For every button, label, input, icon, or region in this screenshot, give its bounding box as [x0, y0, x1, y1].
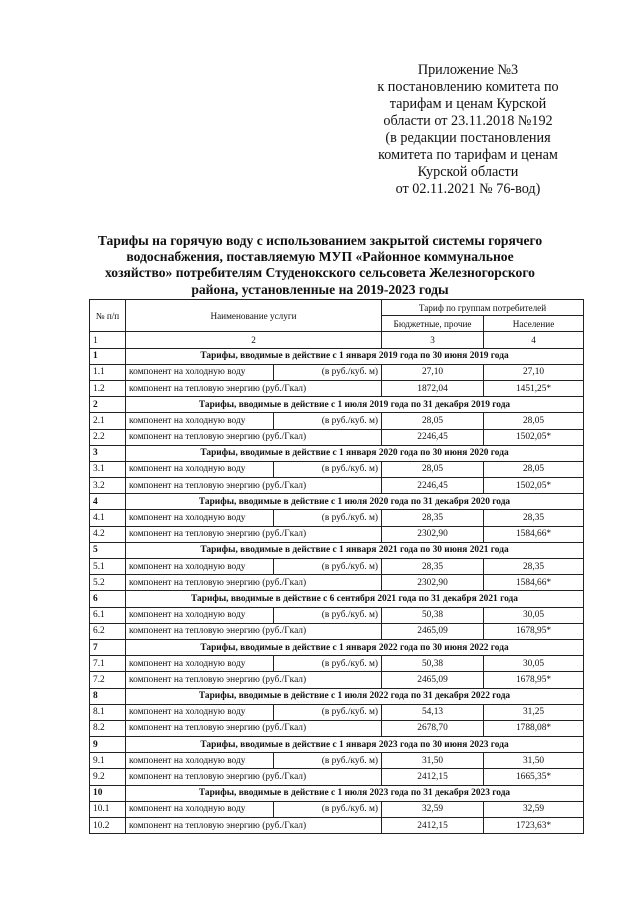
population-tariff: 28,35 — [484, 510, 584, 526]
budget-tariff: 50,38 — [382, 607, 484, 623]
table-row — [90, 656, 584, 672]
population-tariff: 1665,35* — [484, 769, 584, 785]
section-row — [90, 445, 584, 461]
row-number: 5.1 — [90, 559, 126, 575]
budget-tariff: 32,59 — [382, 801, 484, 817]
table-row — [90, 461, 584, 477]
section-title: Тарифы, вводимые в действие с 1 января 2023 года по 30 июня 2023 года — [126, 737, 584, 753]
row-number: 2.1 — [90, 413, 126, 429]
population-tariff: 27,10 — [484, 364, 584, 380]
population-tariff: 1678,95* — [484, 672, 584, 688]
section-row — [90, 688, 584, 704]
budget-tariff: 2678,70 — [382, 720, 484, 736]
section-number: 2 — [90, 397, 126, 413]
row-number: 4.1 — [90, 510, 126, 526]
section-title: Тарифы, вводимые в действие с 1 января 2020 года по 30 июня 2020 года — [126, 445, 584, 461]
service-name: компонент на тепловую энергию (руб./Гкал) — [126, 769, 382, 785]
section-row — [90, 397, 584, 413]
population-tariff: 1723,63* — [484, 818, 584, 834]
service-name: компонент на холодную воду — [126, 510, 274, 526]
budget-tariff: 28,05 — [382, 461, 484, 477]
tariff-table — [89, 299, 584, 834]
service-name: компонент на тепловую энергию (руб./Гкал) — [126, 672, 382, 688]
section-number: 6 — [90, 591, 126, 607]
appendix-line: от 02.11.2021 № 76-вод) — [395, 181, 541, 197]
budget-tariff: 2412,15 — [382, 769, 484, 785]
appendix-line: Курской области — [417, 164, 519, 180]
section-title: Тарифы, вводимые в действие с 1 января 2019 года по 30 июня 2019 года — [126, 348, 584, 364]
table-row — [90, 510, 584, 526]
service-name: компонент на тепловую энергию (руб./Гкал) — [126, 478, 382, 494]
population-tariff: 32,59 — [484, 801, 584, 817]
section-row — [90, 542, 584, 558]
population-tariff: 1451,25* — [484, 380, 584, 396]
section-number: 8 — [90, 688, 126, 704]
service-unit: (в руб./куб. м) — [274, 753, 382, 769]
service-name: компонент на тепловую энергию (руб./Гкал) — [126, 575, 382, 591]
row-number: 10.2 — [90, 818, 126, 834]
section-row — [90, 591, 584, 607]
row-number: 10.1 — [90, 801, 126, 817]
service-name: компонент на тепловую энергию (руб./Гкал) — [126, 623, 382, 639]
section-title: Тарифы, вводимые в действие с 1 июля 2023 года по 31 декабря 2023 года — [126, 785, 584, 801]
service-name: компонент на холодную воду — [126, 607, 274, 623]
budget-tariff: 31,50 — [382, 753, 484, 769]
row-number: 5.2 — [90, 575, 126, 591]
title-line: Тарифы на горячую воду с использованием закрытой системы горячего — [97, 233, 543, 248]
header-population: Население — [484, 316, 584, 332]
service-unit: (в руб./куб. м) — [274, 607, 382, 623]
appendix-line: Приложение №3 — [417, 62, 519, 78]
column-number: 1 — [90, 332, 126, 348]
budget-tariff: 27,10 — [382, 364, 484, 380]
table-row — [90, 607, 584, 623]
row-number: 7.1 — [90, 656, 126, 672]
population-tariff: 31,25 — [484, 704, 584, 720]
row-number: 3.2 — [90, 478, 126, 494]
service-unit: (в руб./куб. м) — [274, 656, 382, 672]
service-name: компонент на холодную воду — [126, 801, 274, 817]
section-number: 5 — [90, 542, 126, 558]
section-number: 10 — [90, 785, 126, 801]
section-title: Тарифы, вводимые в действие с 1 июля 2020 года по 31 декабря 2020 года — [126, 494, 584, 510]
row-number: 1.1 — [90, 364, 126, 380]
population-tariff: 1502,05* — [484, 478, 584, 494]
row-number: 2.2 — [90, 429, 126, 445]
table-row — [90, 720, 584, 736]
budget-tariff: 28,35 — [382, 510, 484, 526]
table-row — [90, 380, 584, 396]
section-number: 1 — [90, 348, 126, 364]
section-row — [90, 737, 584, 753]
service-name: компонент на тепловую энергию (руб./Гкал) — [126, 429, 382, 445]
budget-tariff: 28,05 — [382, 413, 484, 429]
budget-tariff: 2246,45 — [382, 429, 484, 445]
column-number: 3 — [382, 332, 484, 348]
service-unit: (в руб./куб. м) — [274, 364, 382, 380]
row-number: 8.1 — [90, 704, 126, 720]
row-number: 9.2 — [90, 769, 126, 785]
table-row — [90, 526, 584, 542]
section-title: Тарифы, вводимые в действие с 1 июля 2019 года по 31 декабря 2019 года — [126, 397, 584, 413]
service-unit: (в руб./куб. м) — [274, 559, 382, 575]
table-row — [90, 623, 584, 639]
appendix-block — [368, 62, 568, 198]
service-unit: (в руб./куб. м) — [274, 413, 382, 429]
row-number: 9.1 — [90, 753, 126, 769]
service-unit: (в руб./куб. м) — [274, 510, 382, 526]
row-number: 8.2 — [90, 720, 126, 736]
column-number: 2 — [126, 332, 382, 348]
table-row — [90, 478, 584, 494]
table-row — [90, 429, 584, 445]
population-tariff: 1502,05* — [484, 429, 584, 445]
section-number: 7 — [90, 639, 126, 655]
population-tariff: 30,05 — [484, 656, 584, 672]
service-name: компонент на холодную воду — [126, 461, 274, 477]
table-row — [90, 364, 584, 380]
row-number: 3.1 — [90, 461, 126, 477]
title-line: водоснабжения, поставляемую МУП «Районное коммунальное — [126, 249, 514, 265]
service-name: компонент на холодную воду — [126, 656, 274, 672]
population-tariff: 1678,95* — [484, 623, 584, 639]
budget-tariff: 2302,90 — [382, 575, 484, 591]
section-number: 3 — [90, 445, 126, 461]
table-row — [90, 818, 584, 834]
population-tariff: 31,50 — [484, 753, 584, 769]
service-name: компонент на холодную воду — [126, 559, 274, 575]
row-number: 1.2 — [90, 380, 126, 396]
service-name: компонент на тепловую энергию (руб./Гкал) — [126, 818, 382, 834]
service-name: компонент на холодную воду — [126, 364, 274, 380]
budget-tariff: 50,38 — [382, 656, 484, 672]
service-name: компонент на холодную воду — [126, 704, 274, 720]
appendix-line: тарифам и ценам Курской — [389, 96, 547, 112]
section-row — [90, 494, 584, 510]
table-row — [90, 753, 584, 769]
header-budget: Бюджетные, прочие — [382, 316, 484, 332]
table-row — [90, 704, 584, 720]
title-line: хозяйство» потребителям Студенокского сельсовета Железногорского — [105, 265, 535, 281]
section-title: Тарифы, вводимые в действие с 1 января 2022 года по 30 июня 2022 года — [126, 639, 584, 655]
population-tariff: 28,35 — [484, 559, 584, 575]
appendix-line: к постановлению комитета по — [377, 79, 559, 95]
population-tariff: 1788,08* — [484, 720, 584, 736]
service-name: компонент на холодную воду — [126, 413, 274, 429]
title-line: района, установленные на 2019-2023 годы — [191, 281, 449, 297]
service-name: компонент на холодную воду — [126, 753, 274, 769]
header-service: Наименование услуги — [126, 300, 382, 332]
budget-tariff: 54,13 — [382, 704, 484, 720]
section-number: 4 — [90, 494, 126, 510]
population-tariff: 1584,66* — [484, 526, 584, 542]
budget-tariff: 1872,04 — [382, 380, 484, 396]
header-num: № п/п — [90, 300, 126, 332]
table-row — [90, 575, 584, 591]
document-title — [78, 233, 562, 298]
row-number: 6.1 — [90, 607, 126, 623]
section-number: 9 — [90, 737, 126, 753]
column-numbers-row — [90, 332, 584, 348]
appendix-line: комитета по тарифам и ценам — [378, 147, 558, 163]
population-tariff: 28,05 — [484, 413, 584, 429]
population-tariff: 28,05 — [484, 461, 584, 477]
population-tariff: 30,05 — [484, 607, 584, 623]
section-title: Тарифы, вводимые в действие с 1 июля 2022 года по 31 декабря 2022 года — [126, 688, 584, 704]
service-name: компонент на тепловую энергию (руб./Гкал) — [126, 720, 382, 736]
budget-tariff: 2412,15 — [382, 818, 484, 834]
row-number: 7.2 — [90, 672, 126, 688]
section-row — [90, 639, 584, 655]
table-row — [90, 801, 584, 817]
budget-tariff: 2465,09 — [382, 623, 484, 639]
column-number: 4 — [484, 332, 584, 348]
service-unit: (в руб./куб. м) — [274, 461, 382, 477]
header-tariff-group: Тариф по группам потребителей — [382, 300, 584, 316]
service-name: компонент на тепловую энергию (руб./Гкал) — [126, 380, 382, 396]
table-row — [90, 672, 584, 688]
section-row — [90, 785, 584, 801]
appendix-line: (в редакции постановления — [385, 130, 551, 146]
budget-tariff: 28,35 — [382, 559, 484, 575]
service-name: компонент на тепловую энергию (руб./Гкал) — [126, 526, 382, 542]
population-tariff: 1584,66* — [484, 575, 584, 591]
table-row — [90, 769, 584, 785]
row-number: 4.2 — [90, 526, 126, 542]
table-row — [90, 413, 584, 429]
service-unit: (в руб./куб. м) — [274, 801, 382, 817]
budget-tariff: 2302,90 — [382, 526, 484, 542]
budget-tariff: 2246,45 — [382, 478, 484, 494]
budget-tariff: 2465,09 — [382, 672, 484, 688]
appendix-line: области от 23.11.2018 №192 — [383, 113, 553, 129]
table-row — [90, 559, 584, 575]
section-row — [90, 348, 584, 364]
table-header-row — [90, 300, 584, 316]
section-title: Тарифы, вводимые в действие с 1 января 2021 года по 30 июня 2021 года — [126, 542, 584, 558]
section-title: Тарифы, вводимые в действие с 6 сентября 2021 года по 31 декабря 2021 года — [126, 591, 584, 607]
row-number: 6.2 — [90, 623, 126, 639]
tariff-table-body — [90, 300, 584, 834]
service-unit: (в руб./куб. м) — [274, 704, 382, 720]
